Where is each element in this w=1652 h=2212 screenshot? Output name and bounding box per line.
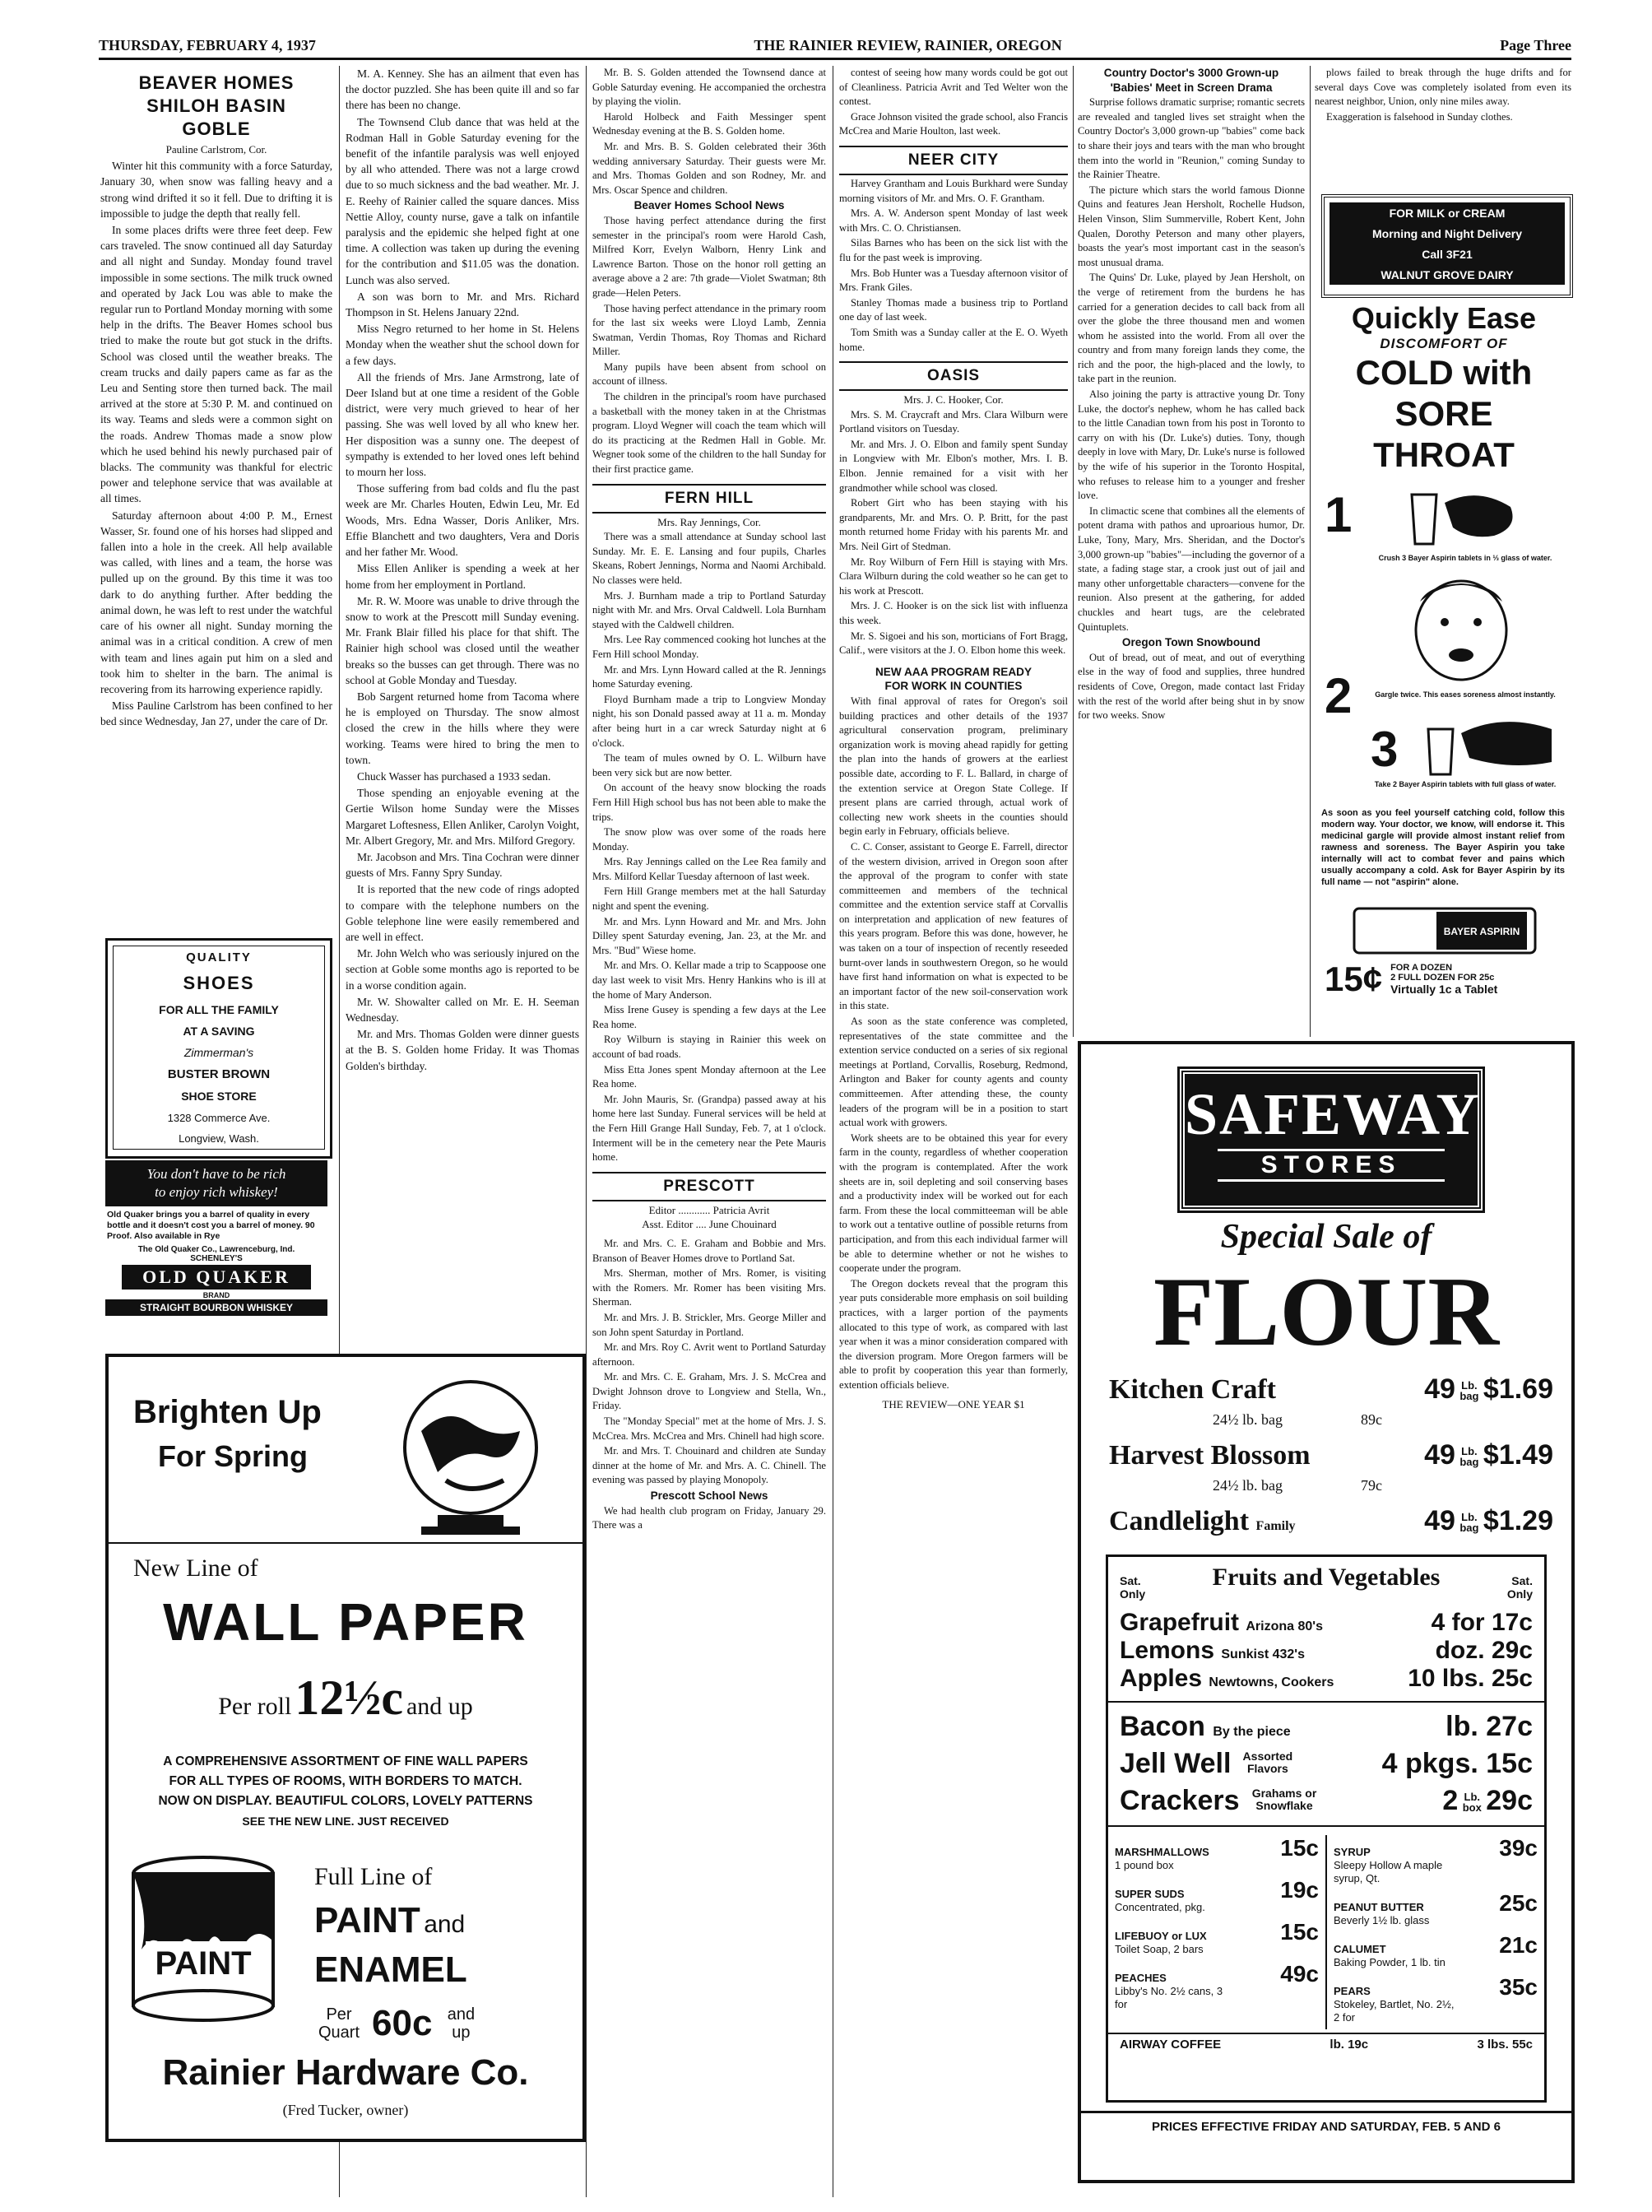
article-paragraph: All the friends of Mrs. Jane Armstrong, late of Deer Island but at one time a resident of the Goble district, were very much grieved to hear of her passing. She was well loved by all who knew her. Her disposition was a sunny one. The deepest of sympathy is extended to her loved ones left behind to mourn her loss. bbox=[346, 370, 579, 479]
quaker-ad-line: SCHENLEY'S bbox=[190, 1254, 243, 1263]
headline-goble: GOBLE bbox=[182, 118, 251, 139]
fv-header bbox=[1108, 1564, 1544, 1601]
article-paragraph: Mr. and Mrs. Lynn Howard called at the R. Jennings home Saturday evening. bbox=[592, 663, 826, 690]
shoes-ad-line: BUSTER BROWN bbox=[167, 1067, 271, 1082]
article-paragraph: Mr. and Mrs. J. O. Elbon and family spent Sunday in Longview with Mr. Elbon's mother, Mrs. I. B. Elbon. Jennie remained for a visit with her grandmother while school was closed. bbox=[839, 438, 1068, 494]
article-paragraph: The "Monday Special" met at the home of Mrs. J. S. McCrea. Mrs. McCrea and Mrs. Chinell had high score. bbox=[592, 1415, 826, 1442]
article-paragraph: Mr. and Mrs. J. B. Strickler, Mrs. George Miller and son John spent Saturday in Portland. bbox=[592, 1311, 826, 1338]
bayer-step-number: 2 bbox=[1325, 668, 1353, 723]
hw-ad-price: 12½c bbox=[295, 1671, 403, 1725]
hw-ad-paint: PAINT bbox=[314, 1900, 420, 1940]
quaker-ad-line: The Old Quaker Co., Lawrenceburg, Ind. bbox=[137, 1245, 295, 1254]
article-paragraph: plows failed to break through the huge drifts and for several days Cove was completely isolated from even its nearest neighbor, Union, only nine miles away. bbox=[1315, 67, 1571, 108]
article-paragraph: Mrs. J. Burnham made a trip to Portland Saturday night with Mr. and Mrs. Orval Caldwell. Lola Burnham stayed with the Caldwell children. bbox=[592, 589, 826, 630]
article-paragraph: Mr. and Mrs. Roy C. Avrit went to Portland Saturday afternoon. bbox=[592, 1341, 826, 1368]
subscription-line: THE REVIEW—ONE YEAR $1 bbox=[882, 1398, 1025, 1411]
safeway-logo: SAFEWAY bbox=[1185, 1081, 1481, 1147]
item-desc: Beverly 1½ lb. glass bbox=[1334, 1914, 1430, 1926]
headline-beaver-homes: BEAVER HOMES bbox=[138, 72, 295, 93]
small-item bbox=[1327, 1835, 1544, 1885]
article-paragraph: The Quins' Dr. Luke, played by Jean Hersholt, on the verge of retirement from the burdens he has carried for a generation decides to call back from all over the globe the three thousand men and women whom he assisted into the world. From all over the country and from many foreign lands they come, the rich and the poor, the high-placed and the lowly, to take part in the reunion. bbox=[1078, 272, 1305, 385]
article-paragraph: Out of bread, out of meat, and out of everything else in the way of food and supplies, three hundred residents of Cove, Oregon, made contact last Friday with the rest of the world after being shut in by snow for two weeks. Snow bbox=[1078, 651, 1305, 722]
bayer-ad-subhead: DISCOMFORT OF bbox=[1380, 336, 1508, 351]
article-paragraph: Those having perfect attendance in the primary room for the last six weeks were Lloyd Lamb, Zennia Swatman, Verdin Thomas, Roy Thomas and Richard Miller. bbox=[592, 302, 826, 358]
item-price: 17c bbox=[1491, 1609, 1533, 1636]
article-paragraph: Miss Irene Gusey is spending a few days at the Lee Rea home. bbox=[592, 1004, 826, 1030]
article-paragraph: Harold Holbeck and Faith Messinger spent Wednesday evening at the B. S. Golden home. bbox=[592, 110, 826, 137]
headline-aaa-program: NEW AAA PROGRAM READY bbox=[875, 665, 1032, 678]
shoes-ad-line: Zimmerman's bbox=[183, 1045, 254, 1059]
article-paragraph: With final approval of rates for Oregon's soil building practices and other details of the 1937 agricultural conservation program, preliminary organization work is moving ahead rapidly for getting the plan into the hands of growers at the earliest possible date, according to F. L. Ballard, in charge of the extention service at Oregon State College. If present plans are carried through, actual work of collecting new work sheets in the counties should begin early in February, officials believe. bbox=[839, 695, 1068, 838]
hw-ad-and: and bbox=[424, 1911, 466, 1938]
item-price: lb. 19c bbox=[1329, 2038, 1369, 2052]
flour-price: $1.29 bbox=[1483, 1505, 1553, 1536]
item-name: LIFEBUOY or LUX bbox=[1115, 1930, 1207, 1942]
hw-ad-copy: NOW ON DISPLAY. BEAUTIFUL COLORS, LOVELY PATTERNS bbox=[158, 1794, 533, 1808]
headline-oregon-snowbound: Oregon Town Snowbound bbox=[1121, 636, 1261, 649]
grocery-item bbox=[1108, 1748, 1544, 1780]
item-price: 3 lbs. 55c bbox=[1477, 2038, 1533, 2052]
masthead-page: Page Three bbox=[1500, 37, 1571, 53]
small-items bbox=[1108, 1835, 1544, 2029]
article-paragraph: Mr. S. Sigoei and his son, morticians of Fort Bragg, Calif., were visitors at the J. O. Elbon home this week. bbox=[839, 630, 1068, 657]
article-paragraph: Mr. and Mrs. C. E. Graham and Bobbie and Mrs. Branson of Beaver Homes drove to Portland Sat. bbox=[592, 1237, 826, 1264]
bayer-ad-price: 15¢ bbox=[1325, 960, 1383, 998]
quaker-ad-brand: OLD QUAKER bbox=[122, 1265, 311, 1290]
bayer-ad-price-note: 2 FULL DOZEN FOR 25c bbox=[1390, 973, 1495, 983]
article-paragraph: On account of the heavy snow blocking the roads Fern Hill High school bus has not been able to make the trips. bbox=[592, 782, 826, 823]
hw-ad-per-quart: Per Quart bbox=[318, 2005, 360, 2042]
quaker-ad-line: to enjoy rich whiskey! bbox=[155, 1184, 278, 1200]
headline-shiloh-basin: SHILOH BASIN bbox=[146, 95, 286, 116]
article-paragraph: Mr. W. Showalter called on Mr. E. H. Seeman Wednesday. bbox=[346, 995, 579, 1024]
item-desc: Assorted Flavors bbox=[1242, 1750, 1293, 1775]
item-desc: Toilet Soap, 2 bars bbox=[1115, 1943, 1204, 1955]
byline: Pauline Carlstrom, Cor. bbox=[165, 143, 267, 156]
dairy-ad-line: FOR MILK or CREAM bbox=[1389, 206, 1506, 220]
item-name: PEANUT BUTTER bbox=[1334, 1901, 1424, 1913]
safeway-footer: PRICES EFFECTIVE FRIDAY AND SATURDAY, FEB. 5 AND 6 bbox=[1081, 2111, 1571, 2134]
item-price: 15c bbox=[1280, 1835, 1319, 1861]
item-qty: 4 for bbox=[1431, 1609, 1485, 1636]
column-2 bbox=[346, 66, 579, 1075]
item-price: 29c bbox=[1486, 1785, 1533, 1816]
hw-ad-paint-price: 60c bbox=[372, 2003, 433, 2043]
quaker-ad-line: BRAND bbox=[202, 1291, 230, 1299]
column-1 bbox=[100, 66, 332, 731]
hw-ad-new-line: New Line of bbox=[133, 1554, 258, 1582]
hw-ad-per-roll: Per roll bbox=[218, 1693, 292, 1720]
item-price: 19c bbox=[1280, 1877, 1319, 1903]
article-paragraph: Mrs. Ray Jennings called on the Lee Rea family and Mrs. Milford Kellar Tuesday afternoon of last week. bbox=[592, 856, 826, 882]
article-paragraph: Mr. B. S. Golden attended the Townsend dance at Goble Saturday evening. He accompanied the orchestra by playing the violin. bbox=[592, 67, 826, 108]
flour-sub: 24½ lb. bag bbox=[1213, 1477, 1283, 1494]
bayer-aspirin-ad bbox=[1321, 301, 1566, 1025]
aspirin-tin-icon bbox=[1346, 902, 1543, 960]
hw-ad-copy: A COMPREHENSIVE ASSORTMENT OF FINE WALL PAPERS bbox=[163, 1754, 528, 1768]
column-5 bbox=[1078, 66, 1305, 724]
grocery-item bbox=[1108, 1785, 1544, 1817]
byline: Mrs. Ray Jennings, Cor. bbox=[657, 515, 761, 528]
editor-line: Asst. Editor .... June Chouinard bbox=[642, 1218, 777, 1231]
bayer-step-caption: Gargle twice. This eases soreness almost instantly. bbox=[1375, 690, 1556, 699]
editor-line: Editor ............ Patricia Avrit bbox=[648, 1203, 770, 1216]
article-paragraph: The team of mules owned by O. L. Wilburn have been very sick but are now better. bbox=[592, 752, 826, 778]
article-paragraph: The Townsend Club dance that was held at the Rodman Hall in Goble Saturday evening for the benefit of the infantile paralysis was well enjoyed by all who attended. There was not a large crowd due to so much sickness and the bad weather. Mr. J. E. Reehy of Rainier called the square dances. Miss Nettie Alloy, county nurse, gave a talk on infantile paralysis and the epidemic she helped fight at one time. A collection was taken up during the evening for the contribution and $11.05 was the donation. Lunch was also served. bbox=[346, 115, 579, 286]
quaker-ad-line: You don't have to be rich bbox=[146, 1166, 286, 1182]
article-paragraph: Harvey Grantham and Louis Burkhard were Sunday morning visitors of Mr. and Mrs. O. F. Grantham. bbox=[839, 177, 1068, 204]
dairy-ad-line: WALNUT GROVE DAIRY bbox=[1381, 267, 1514, 281]
walnut-grove-dairy-ad bbox=[1321, 194, 1573, 298]
article-paragraph: Bob Sargent returned home from Tacoma where he is employed on Thursday. The snow almost closed the crew in the hills where they were working. Teams were hired to bring the men to town. bbox=[346, 690, 579, 766]
flour-unit: Lb. bag bbox=[1459, 1511, 1479, 1535]
paint-can-icon bbox=[125, 1851, 281, 2024]
article-paragraph: Mrs. Sherman, mother of Mrs. Romer, is visiting with the Romers. Mr. Romer has been visiting Mrs. Sherman. bbox=[592, 1267, 826, 1308]
item-qty: doz. bbox=[1435, 1637, 1485, 1664]
bayer-step-caption: Take 2 Bayer Aspirin tablets with full glass of water. bbox=[1374, 780, 1557, 788]
item-name: Jell Well bbox=[1120, 1748, 1232, 1779]
fv-item bbox=[1108, 1637, 1544, 1665]
article-paragraph: C. C. Conser, assistant to George E. Farrell, director of the western division, arrived in Oregon soon after the approval of the program to confer with state committeemen and members of the technical committee and the extention service staff at Corvallis on interpretation and application of new features of this years program. Before this was done, however, he was taken on a tour of inspection of recently reseeded burnt-over lands in southwestern Oregon, so he would have first hand information on what is expected to be an important factor of the new soil-conservation work in this state. bbox=[839, 840, 1068, 1012]
item-name: AIRWAY COFFEE bbox=[1120, 2038, 1222, 2052]
old-quaker-ad bbox=[105, 1160, 327, 1341]
hw-ad-store-name: Rainier Hardware Co. bbox=[162, 2052, 529, 2093]
hw-ad-owner: (Fred Tucker, owner) bbox=[282, 2102, 409, 2118]
headline-neer-city: NEER CITY bbox=[839, 146, 1068, 175]
article-paragraph: A son was born to Mr. and Mrs. Richard Thompson in St. Helens January 22nd. bbox=[346, 290, 579, 319]
fv-item bbox=[1108, 1665, 1544, 1693]
bayer-ad-headline: Quickly Ease bbox=[1351, 301, 1537, 335]
article-paragraph: Mr. Jacobson and Mrs. Tina Cochran were dinner guests of Mrs. Fanny Spry Sunday. bbox=[346, 850, 579, 880]
article-paragraph: Mrs. S. M. Craycraft and Mrs. Clara Wilburn were Portland visitors on Tuesday. bbox=[839, 408, 1068, 435]
quaker-ad-body: Old Quaker brings you a barrel of quality in every bottle and it doesn't cost you a barrel of money. 90 Proof. Also available in Rye bbox=[107, 1210, 315, 1241]
flour-subprice: 79c bbox=[1361, 1477, 1382, 1494]
article-paragraph: M. A. Kenney. She has an ailment that even has the doctor puzzled. She has been quite ill and so far there has been no change. bbox=[346, 67, 579, 112]
item-desc: Libby's No. 2½ cans, 3 for bbox=[1115, 1985, 1223, 2010]
fv-title: Fruits and Vegetables bbox=[1212, 1564, 1441, 1591]
article-paragraph: Mr. R. W. Moore was unable to drive through the snow to work at the Prescott mill Sunday evening. Mr. Frank Blair filled his place for that shift. The Rainier high school was closed until the weather breaks so the busses can get through. There was no school at Goble Monday and Tuesday. bbox=[346, 594, 579, 686]
small-item bbox=[1108, 1835, 1325, 1872]
item-desc: By the piece bbox=[1213, 1725, 1291, 1739]
coffee-item bbox=[1108, 2038, 1544, 2052]
hw-ad-copy: FOR ALL TYPES OF ROOMS, WITH BORDERS TO MATCH. bbox=[169, 1774, 522, 1788]
hw-ad-enamel: ENAMEL bbox=[314, 1949, 467, 1990]
article-paragraph: Miss Pauline Carlstrom has been confined to her bed since Wednesday, Jan 27, under the care of Dr. bbox=[100, 699, 332, 728]
item-price: 35c bbox=[1499, 1974, 1538, 2000]
hw-ad-brighten: Brighten Up bbox=[133, 1394, 322, 1430]
item-price: 39c bbox=[1499, 1835, 1538, 1861]
safeway-special: Special Sale of bbox=[1220, 1218, 1432, 1256]
masthead-paper: THE RAINIER REVIEW, RAINIER, OREGON bbox=[754, 37, 1062, 53]
article-paragraph: Mr. and Mrs. Lynn Howard and Mr. and Mrs. John Dilley spent Saturday evening, Jan. 23, at the Mr. and Mrs. "Bud" Wiese home. bbox=[592, 915, 826, 956]
flour-sub: 24½ lb. bag bbox=[1213, 1411, 1283, 1428]
flour-item bbox=[1097, 1439, 1565, 1471]
item-name: Bacon bbox=[1120, 1711, 1205, 1742]
headline-aaa-program: FOR WORK IN COUNTIES bbox=[884, 680, 1023, 693]
article-paragraph: Winter hit this community with a force Saturday, January 30, when snow was falling heavy and a strong wind drifted it so it fell. Due to drifting it is impossible to judge the depth that really fell. bbox=[100, 160, 332, 220]
item-name: SYRUP bbox=[1334, 1846, 1371, 1858]
fv-sat-only: Sat. Only bbox=[1506, 1574, 1533, 1601]
hw-ad-wallpaper: WALL PAPER bbox=[163, 1592, 528, 1652]
article-paragraph: Those suffering from bad colds and flu the past week are Mr. Charles Houten, Edwin Leu, Mr. Ed Woods, Mrs. Edna Wasser, Doris Anliker, Mrs. Effie Blanchett and two daughters, Vera and Doris and her father Mr. Wood. bbox=[346, 482, 579, 559]
article-paragraph: Mrs. A. W. Anderson spent Monday of last week with Mrs. C. O. Christiansen. bbox=[839, 207, 1068, 234]
item-desc: Stokeley, Bartlet, No. 2½, 2 for bbox=[1334, 1998, 1455, 2024]
item-name: PEARS bbox=[1334, 1985, 1371, 1997]
item-desc: Baking Powder, 1 lb. tin bbox=[1334, 1956, 1446, 1968]
item-name: Grapefruit bbox=[1120, 1609, 1240, 1636]
safeway-grocery-box bbox=[1106, 1554, 1547, 2103]
bayer-step-number: 1 bbox=[1325, 487, 1353, 542]
shoes-ad-line: SHOE STORE bbox=[181, 1090, 257, 1104]
paint-can-label: PAINT bbox=[155, 1945, 252, 1982]
shoes-ad-line: FOR ALL THE FAMILY bbox=[159, 1002, 279, 1016]
item-unit: Lb. box bbox=[1462, 1791, 1482, 1815]
article-paragraph: Mrs. J. C. Hooker is on the sick list with influenza this week. bbox=[839, 600, 1068, 626]
subhead-prescott-school-news: Prescott School News bbox=[650, 1489, 768, 1503]
article-paragraph: Many pupils have been absent from school on account of illness. bbox=[592, 360, 826, 388]
shoes-ad-line: 1328 Commerce Ave. bbox=[167, 1111, 271, 1124]
article-paragraph: Miss Etta Jones spent Monday afternoon at the Lee Rea home. bbox=[592, 1063, 826, 1090]
article-paragraph: Miss Negro returned to her home in St. Helens Monday when the weather shut the school down for a few days. bbox=[346, 323, 579, 367]
article-paragraph: Mr. and Mrs. O. Kellar made a trip to Scappoose one day last week to visit Mrs. Henry Hankins who is ill at the home of Mary Anderson. bbox=[592, 960, 826, 1001]
small-item bbox=[1327, 1890, 1544, 1927]
small-item bbox=[1327, 1932, 1544, 1969]
article-paragraph: Fern Hill Grange members met at the hall Saturday night and spent the evening. bbox=[592, 885, 826, 913]
bayer-ad-price-note: Virtually 1c a Tablet bbox=[1390, 983, 1498, 996]
item-desc: Sleepy Hollow A maple syrup, Qt. bbox=[1334, 1859, 1443, 1884]
gargle-face-icon bbox=[1395, 577, 1527, 684]
bayer-step-number: 3 bbox=[1371, 722, 1399, 777]
article-paragraph: In some places drifts were three feet deep. Few cars traveled. The snow continued all day Saturday and all night and Sunday. Monday found travel impossible in some sections. The milk truck owned and operated by Jack Lou was able to make the regular run to Portland Monday morning with some help in the drifts. The Beaver Homes school bus tried to make the route but got stuck in the drifts. School was closed until the weather breaks. The cream trucks and daily papers came as far as the Leu and Senting store then turned back. The mail arrived at the store at 5:30 P. M. and continued on its way. Teams and sleds were a common sight on the roads. Andrew Thomas made a snow plow which he used behind his newly purchased pair of blacks. The community was thankful for electric power and telephone service that was available at all times. bbox=[100, 224, 332, 505]
bayer-ad-headline: COLD with bbox=[1355, 353, 1533, 392]
dairy-ad-line: Call 3F21 bbox=[1422, 247, 1473, 261]
article-paragraph: Exaggeration is falsehood in Sunday clothes. bbox=[1326, 110, 1513, 123]
article-paragraph: The Oregon dockets reveal that the program this year puts considerable more emphasis on soil building practices, with a larger portion of the payments allocated to this type of work, as compared with last year when it was a minor consideration compared with the diversion program. More Oregon farmers will be able to profit by cooperation this year than formerly, extention officials believe. bbox=[839, 1277, 1068, 1391]
article-paragraph: We had health club program on Friday, January 29. There was a bbox=[592, 1504, 826, 1531]
hw-ad-copy: SEE THE NEW LINE. JUST RECEIVED bbox=[242, 1815, 449, 1828]
article-paragraph: Surprise follows dramatic surprise; romantic secrets are revealed and tangled lives set straight when the Country Doctor's 3,000 grown-up "babies" come back to share their joys and tears with the man who brought them into the world in "Reunion," coming Sunday to the Rainier Theatre. bbox=[1078, 96, 1305, 181]
hw-ad-and-up2: and up bbox=[447, 2005, 476, 2042]
item-price: 49c bbox=[1280, 1961, 1319, 1987]
item-name: Lemons bbox=[1120, 1637, 1215, 1664]
item-price: 27c bbox=[1486, 1711, 1533, 1742]
column-3 bbox=[592, 66, 826, 1534]
article-paragraph: Silas Barnes who has been on the sick list with the flu for the past week is improving. bbox=[839, 237, 1068, 263]
headline-oasis: OASIS bbox=[839, 361, 1068, 391]
shoes-ad-line: SHOES bbox=[183, 973, 255, 994]
article-paragraph: Mr. and Mrs. T. Chouinard and children ate Sunday dinner at the home of Mr. and Mrs. A. C. Chinell. The evening was passed by playing Monopoly. bbox=[592, 1445, 826, 1486]
item-desc: Newtowns, Cookers bbox=[1209, 1675, 1334, 1689]
article-paragraph: Stanley Thomas made a business trip to Portland one day of last week. bbox=[839, 296, 1068, 323]
shoes-ad-line: Longview, Wash. bbox=[179, 1132, 259, 1145]
item-name: Apples bbox=[1120, 1665, 1203, 1692]
flour-family: Family bbox=[1255, 1519, 1296, 1533]
article-paragraph: The children in the principal's room have purchased a basketball with the money taken in at the Christmas program. Lloyd Wegner will coach the team which will do its practicing at the Redmen Hall in Goble. Mr. Wegner took some of the children to the hall Sunday for their first practice game. bbox=[592, 391, 826, 476]
headline-country-doctor: 'Babies' Meet in Screen Drama bbox=[1110, 81, 1273, 94]
item-desc: 1 pound box bbox=[1115, 1859, 1174, 1871]
flour-item bbox=[1097, 1505, 1565, 1537]
hw-ad-full-line: Full Line of bbox=[314, 1863, 433, 1890]
dairy-ad-line: Morning and Night Delivery bbox=[1371, 226, 1522, 240]
article-paragraph: Tom Smith was a Sunday caller at the E. O. Wyeth home. bbox=[839, 326, 1068, 353]
hw-ad-and-up: and up bbox=[406, 1693, 473, 1720]
fv-sat-only: Sat. Only bbox=[1120, 1574, 1146, 1601]
headline-prescott: PRESCOTT bbox=[592, 1172, 826, 1201]
article-paragraph: Roy Wilburn is staying in Rainier this week on account of bad roads. bbox=[592, 1034, 826, 1060]
flour-price: $1.49 bbox=[1483, 1439, 1553, 1471]
column-4 bbox=[839, 66, 1068, 1413]
rainier-hardware-ad bbox=[105, 1354, 586, 2142]
masthead bbox=[99, 33, 1571, 60]
item-name: SUPER SUDS bbox=[1115, 1888, 1185, 1900]
item-name: Crackers bbox=[1120, 1785, 1240, 1816]
flour-price: $1.69 bbox=[1483, 1373, 1553, 1405]
shoes-ad-line: QUALITY bbox=[186, 950, 252, 965]
article-paragraph: Robert Girt who has been staying with his grandparents, Mr. and Mrs. O. P. Britt, for the past month returned home Friday with his parents Mr. and Mrs. Neil Girt of Stedman. bbox=[839, 497, 1068, 553]
article-paragraph: Saturday afternoon about 4:00 P. M., Ernest Wasser, Sr. found one of his horses had slipped and fallen into a hole in the creek. All help available was called, with lines and a team, the horse was pulled up on the ground. By this time it was too dark to do anything further. After bedding the animal down, he was left to rest under the watchful care of his owner all night. Sunday morning the animal was in a critical condition. A crew of men with team and lines again put him on a sled and took him to shelter in the barn. The animal is recovering from its harrowing experience rapidly. bbox=[100, 509, 332, 695]
flour-unit: Lb. bag bbox=[1459, 1445, 1479, 1469]
hw-ad-spring: For Spring bbox=[158, 1439, 308, 1473]
small-item bbox=[1327, 1974, 1544, 2024]
article-paragraph: Work sheets are to be obtained this year for every farm in the county, regardless of whether cooperation with the program is contemplated. After the work sheets are in, soil depleting and soil conserving bases and a productivity index will be worked out for each farm. From these the local committeeman will be able to work out a tentative outline of possible returns from participation, and from this each individual farmer will be able to determine whether or not he wishes to cooperate under the program. bbox=[839, 1132, 1068, 1275]
flour-item bbox=[1097, 1373, 1565, 1406]
item-name: CALUMET bbox=[1334, 1943, 1386, 1955]
article-paragraph: Mrs. Bob Hunter was a Tuesday afternoon visitor of Mrs. Frank Giles. bbox=[839, 267, 1068, 294]
safeway-flour: FLOUR bbox=[1153, 1257, 1499, 1366]
bayer-step-caption: Crush 3 Bayer Aspirin tablets in ⅓ glass of water. bbox=[1378, 554, 1552, 562]
item-desc: Sunkist 432's bbox=[1221, 1647, 1306, 1661]
article-paragraph: Mrs. Lee Ray commenced cooking hot lunches at the Fern Hill school Monday. bbox=[592, 634, 826, 660]
article-paragraph: As soon as the state conference was completed, representatives of the state committee and the extention service conducted on a series of six regional meetings at Portland, Corvallis, Roseburg, Redmond, Arlington and Baker for county agents and county committeemen. After attending these, the county leaders of the program will be in a position to start actual work with growers. bbox=[839, 1015, 1068, 1129]
column-rule bbox=[586, 66, 587, 2197]
subhead-school-news: Beaver Homes School News bbox=[633, 199, 785, 212]
item-qty: 10 lbs. bbox=[1408, 1665, 1485, 1692]
flour-subprice: 89c bbox=[1361, 1411, 1382, 1428]
drinking-hand-icon bbox=[1412, 713, 1560, 778]
item-qty: lb. bbox=[1446, 1711, 1478, 1742]
article-paragraph: Miss Ellen Anliker is spending a week at her home from her employment in Portland. bbox=[346, 562, 579, 591]
masthead-date: THURSDAY, FEBRUARY 4, 1937 bbox=[99, 37, 316, 53]
shoes-ad-line: AT A SAVING bbox=[183, 1024, 255, 1038]
globe-lamp-icon bbox=[388, 1373, 553, 1538]
item-desc: Arizona 80's bbox=[1246, 1620, 1323, 1633]
bayer-ad-price-note: FOR A DOZEN bbox=[1390, 963, 1453, 973]
item-desc: Concentrated, pkg. bbox=[1115, 1901, 1205, 1913]
column-6 bbox=[1315, 66, 1571, 125]
article-paragraph: The picture which stars the world famous Dionne Quins and features Jean Hersholt, Rochelle Hudson, Helen Vinson, Slim Summerville, Robert Kent, John Qualen, Dorothy Peterson and many other players, boasts the year's most important cast in the season's most unusual drama. bbox=[1078, 184, 1305, 268]
article-paragraph: contest of seeing how many words could be got out of Cleanliness. Patricia Avrit and Ted Welter won the contest. bbox=[839, 67, 1068, 108]
item-price: 21c bbox=[1499, 1932, 1538, 1958]
item-name: PEACHES bbox=[1115, 1972, 1167, 1984]
small-item bbox=[1108, 1877, 1325, 1914]
article-paragraph: Chuck Wasser has purchased a 1933 sedan. bbox=[357, 769, 551, 783]
article-paragraph: Also joining the party is attractive young Dr. Tony Luke, the doctor's nephew, whom he has called back to the little Canadian town from his post in Toronto to carry on with his (Dr. Luke's) duties. Tony, though deeply in love with Mary, Dr. Luke's nurse is followed by the wife of his superior in the Toronto Hospital, who refuses to release him to a younger and fresher love. bbox=[1078, 388, 1305, 502]
article-paragraph: Mr. John Welch who was seriously injured on the section at Goble some months ago is reported to be in a worse condition again. bbox=[346, 947, 579, 992]
headline-fern-hill: FERN HILL bbox=[592, 484, 826, 514]
item-qty: 2 bbox=[1442, 1785, 1459, 1816]
small-item bbox=[1108, 1919, 1325, 1956]
item-qty: 4 pkgs. bbox=[1381, 1748, 1478, 1779]
item-desc: Grahams or Snowflake bbox=[1251, 1787, 1317, 1812]
bayer-ad-body: As soon as you feel yourself catching cold, follow this modern way. Your doctor, we know, will endorse it. This medicinal gargle will provide almost instant relief from rawness and soreness. The Bayer Aspirin you take internally will act to combat fever and pains which usually accompany a cold. Ask for Bayer Aspirin by its full name — not "aspirin" alone. bbox=[1321, 808, 1565, 887]
flour-name: Kitchen Craft bbox=[1109, 1374, 1277, 1405]
flour-lb: 49 bbox=[1424, 1439, 1455, 1471]
safeway-stores: STORES bbox=[1218, 1149, 1445, 1182]
item-price: 15c bbox=[1486, 1748, 1533, 1779]
column-rule bbox=[1073, 66, 1074, 1037]
article-paragraph: Mr. and Mrs. Thomas Golden were dinner guests at the B. S. Golden home Friday. It was Thomas Golden's birthday. bbox=[346, 1028, 579, 1072]
article-paragraph: The snow plow was over some of the roads here Monday. bbox=[592, 826, 826, 853]
safeway-ad bbox=[1078, 1041, 1575, 2183]
glass-hand-icon bbox=[1379, 478, 1543, 552]
byline: Mrs. J. C. Hooker, Cor. bbox=[903, 393, 1004, 407]
item-price: 25c bbox=[1499, 1890, 1538, 1916]
shoes-ad bbox=[105, 938, 332, 1159]
article-paragraph: Floyd Burnham made a trip to Longview Monday night, his son Donald passed away at 11 a. m. Monday after being hurt in a car wreck Saturday night at 6 o'clock. bbox=[592, 693, 826, 749]
quaker-ad-line: STRAIGHT BOURBON WHISKEY bbox=[105, 1299, 327, 1316]
item-price: 25c bbox=[1491, 1665, 1533, 1692]
flour-name: Candlelight bbox=[1109, 1506, 1250, 1536]
flour-lb: 49 bbox=[1424, 1373, 1455, 1405]
article-paragraph: Mr. John Mauris, Sr. (Grandpa) passed away at his home here last Sunday. Funeral services will be held at the Fern Hill Grange Hall Sunday, Feb. 7, at 1 o'clock. Interment will be in the cemetery near the Pete Mauris home. bbox=[592, 1093, 826, 1164]
bayer-ad-headline: SORE THROAT bbox=[1373, 394, 1515, 474]
headline-country-doctor: Country Doctor's 3000 Grown-up bbox=[1103, 67, 1279, 79]
aspirin-tin-label: BAYER ASPIRIN bbox=[1443, 926, 1520, 937]
item-name: MARSHMALLOWS bbox=[1115, 1846, 1209, 1858]
article-paragraph: It is reported that the new code of rings adopted to compare with the telephone numbers on the Goble telephone line were easily remembered and are well in effect. bbox=[346, 883, 579, 943]
item-price: 29c bbox=[1491, 1637, 1533, 1664]
column-rule bbox=[1310, 66, 1311, 1037]
article-paragraph: Mr. Roy Wilburn of Fern Hill is staying with Mrs. Clara Wilburn during the cold weather so he can get to his work at Prescott. bbox=[839, 555, 1068, 597]
flour-unit: Lb. bag bbox=[1459, 1379, 1479, 1403]
grocery-item bbox=[1108, 1711, 1544, 1743]
item-price: 15c bbox=[1280, 1919, 1319, 1945]
article-paragraph: In climactic scene that combines all the elements of potent drama with pathos and uproarious humor, Dr. Luke, Tony, Mary, Mrs. Sheridan, and the Doctor's 3,000 grown-up "babies"—including the governor of a state, a fading stage star, a crook just out of jail and many other unforgettable characters—convene for the reunion. Also present at the gathering, for added chuckles and heart tugs, are the celebrated Quintuplets. bbox=[1078, 504, 1305, 633]
article-paragraph: Those having perfect attendance during the first semester in the principal's room were Harold Cash, Milfred Korr, Evelyn Walborn, Henry Link and Lawrence Barton. Those on the honor roll getting an average above a 2 are: 7th grade—Violet Swatman; 8th grade—Helen Peters. bbox=[592, 214, 826, 299]
flour-lb: 49 bbox=[1424, 1505, 1455, 1536]
flour-name: Harvest Blossom bbox=[1109, 1440, 1311, 1471]
fv-item bbox=[1108, 1609, 1544, 1637]
small-item bbox=[1108, 1961, 1325, 2011]
article-paragraph: Those spending an enjoyable evening at the Gertie Wilson home Sunday were the Misses Margaret Loftesness, Ellen Anliker, Carolyn Voight, Mr. Albert Gregory, Mr. and Mrs. Milford Gregory. bbox=[346, 787, 579, 847]
article-paragraph: Mr. and Mrs. C. E. Graham, Mrs. J. S. McCrea and Dwight Johnson drove to Longview and Stella, Wn., Friday. bbox=[592, 1371, 826, 1412]
article-paragraph: Grace Johnson visited the grade school, also Francis McCrea and Marie Houlton, last week. bbox=[839, 110, 1068, 137]
article-paragraph: There was a small attendance at Sunday school last Sunday. Mr. E. E. Lansing and four pupils, Charles Skeans, Robert Jennings, Norma and Naomi Archibald. No classes were held. bbox=[592, 531, 826, 586]
article-paragraph: Mr. and Mrs. B. S. Golden celebrated their 36th wedding anniversary Saturday. Their guests were Mr. and Mrs. Thomas Golden and son Rodney, Mr. and Mrs. Oscar Spence and children. bbox=[592, 140, 826, 196]
